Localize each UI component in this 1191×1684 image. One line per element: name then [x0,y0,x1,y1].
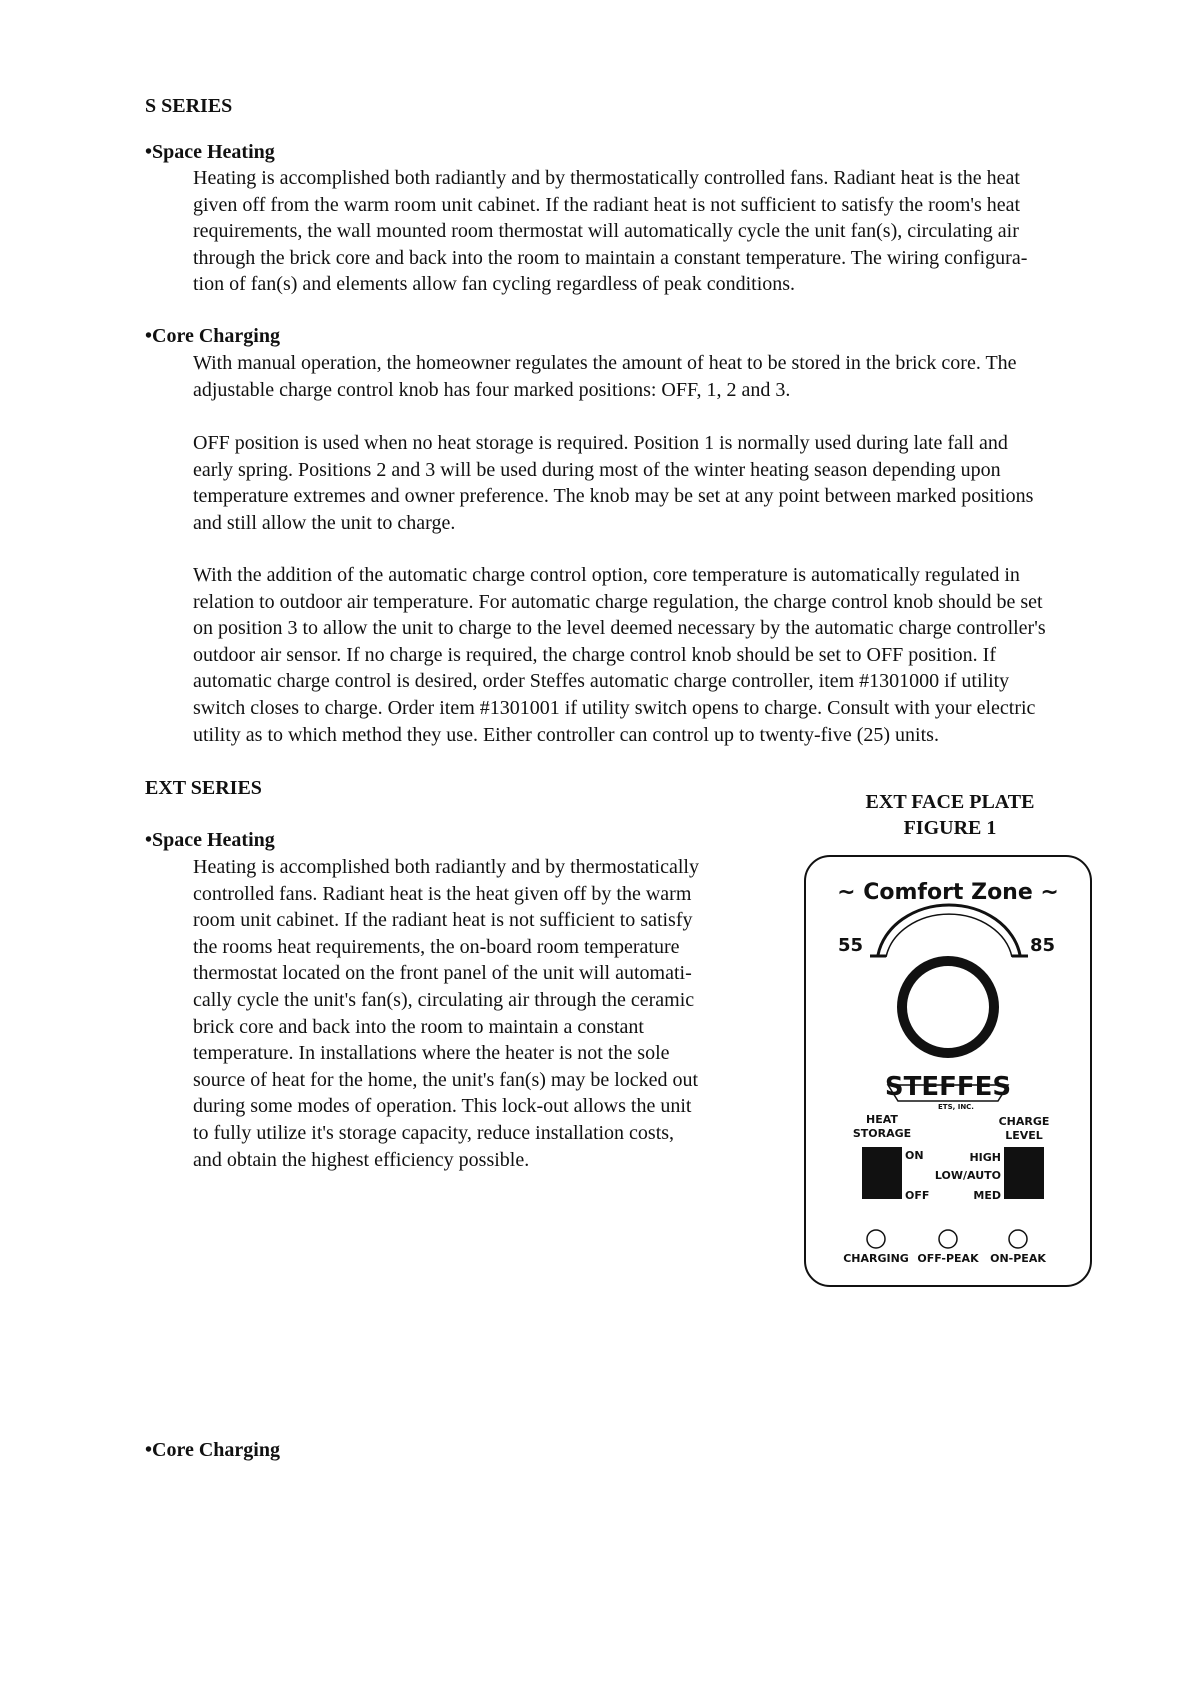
s-core-charging-heading: •Core Charging [145,325,280,347]
text-line: With manual operation, the homeowner regulates the amount of heat to be stored in the brick core. The [193,352,1017,374]
text-line: Heating is accomplished both radiantly and by thermostatically [193,856,699,878]
thermostat-knob-icon[interactable] [902,961,994,1053]
text-line: temperature. In installations where the heater is not the sole [193,1042,670,1065]
charge-level-label-1: CHARGE [998,1115,1050,1128]
text-line: OFF position is used when no heat storage is required. Position 1 is normally used during late fall and [193,432,1008,454]
ext-space-heating-heading: •Space Heating [145,829,275,851]
face-plate-drawing [806,857,1090,1285]
text-line: Heating is accomplished both radiantly and by thermostatically controlled fans. Radiant heat is the heat [193,167,1020,189]
ext-face-plate [804,855,1092,1287]
s-core-charging-para-2 [193,430,1133,536]
ext-space-heating-text [193,854,763,1173]
dial-arc [878,905,1020,955]
charging-indicator-icon [867,1230,885,1248]
text-line: through the brick core and back into the room to maintain a constant temperature. The wiring configura- [193,246,1028,269]
text-line: controlled fans. Radiant heat is the heat given off by the warm [193,882,692,905]
text-line: automatic charge control is desired, order Steffes automatic charge controller, item #1301000 if utility [193,670,1010,693]
s-space-heating-text [193,165,1133,298]
text-line: early spring. Positions 2 and 3 will be used during most of the winter heating season depending upon [193,458,1001,481]
text-line: tion of fan(s) and elements allow fan cycling regardless of peak conditions. [193,273,796,296]
heat-storage-label-1: HEAT [866,1113,898,1126]
text-line: requirements, the wall mounted room thermostat will automatically cycle the unit fan(s), circulating air [193,220,1019,243]
s-space-heating-heading: •Space Heating [145,141,275,163]
on-peak-indicator-label: ON-PEAK [990,1252,1046,1265]
figure-caption-number: FIGURE 1 [903,817,997,839]
s-core-charging-para-3 [193,562,1133,748]
brand-logo: STEFFES [884,1072,1012,1102]
text-line: relation to outdoor air temperature. For automatic charge regulation, the charge control knob should be set [193,590,1043,613]
dial-min-label: 55 [838,935,864,956]
text-line: and still allow the unit to charge. [193,511,456,534]
charge-med-label: MED [973,1189,1001,1202]
s-series-title: S SERIES [145,95,233,117]
text-line: and obtain the highest efficiency possible. [193,1148,530,1171]
comfort-zone-title: ~ Comfort Zone ~ [837,880,1059,905]
heat-storage-on-label: ON [905,1149,924,1162]
ext-series-title: EXT SERIES [145,777,262,799]
dial-arc-inner [886,914,1012,957]
text-line: temperature extremes and owner preference. The knob may be set at any point between marked positions [193,485,1034,508]
charge-low-auto-label: LOW/AUTO [934,1169,1001,1182]
text-line: brick core and back into the room to maintain a constant [193,1015,644,1038]
text-line: room unit cabinet. If the radiant heat is not sufficient to satisfy [193,909,693,932]
text-line: on position 3 to allow the unit to charge to the level deemed necessary by the automatic charge controller's [193,617,1046,640]
text-line: the rooms heat requirements, the on-board room temperature [193,935,680,958]
text-line: during some modes of operation. This lock-out allows the unit [193,1095,692,1118]
text-line: utility as to which method they use. Either controller can control up to twenty-five (25) units. [193,723,939,746]
on-peak-indicator-icon [1009,1230,1027,1248]
text-line: to fully utilize it's storage capacity, reduce installation costs, [193,1121,675,1144]
dial-max-label: 85 [1030,935,1056,956]
off-peak-indicator-label: OFF-PEAK [917,1252,979,1265]
brand-sub: ETS, INC. [938,1103,974,1111]
text-line: With the addition of the automatic charge control option, core temperature is automatically regulated in [193,564,1020,586]
text-line: thermostat located on the front panel of the unit will automati- [193,962,692,985]
text-line: outdoor air sensor. If no charge is required, the charge control knob should be set to OFF position. If [193,643,996,666]
ext-core-charging-heading: •Core Charging [145,1439,280,1461]
text-line: source of heat for the home, the unit's fan(s) may be locked out [193,1068,699,1091]
heat-storage-off-label: OFF [905,1189,930,1202]
figure-caption-title: EXT FACE PLATE [865,791,1035,813]
text-line: adjustable charge control knob has four marked positions: OFF, 1, 2 and 3. [193,378,791,401]
off-peak-indicator-icon [939,1230,957,1248]
heat-storage-label-2: STORAGE [852,1127,912,1140]
charge-high-label: HIGH [969,1151,1001,1164]
charging-indicator-label: CHARGING [843,1252,909,1265]
charge-level-switch[interactable] [1004,1147,1044,1199]
text-line: switch closes to charge. Order item #1301001 if utility switch opens to charge. Consult with your electric [193,696,1036,719]
charge-level-label-2: LEVEL [1005,1129,1043,1142]
s-core-charging-para-1 [193,350,1133,403]
text-line: cally cycle the unit's fan(s), circulating air through the ceramic [193,988,695,1011]
heat-storage-switch[interactable] [862,1147,902,1199]
text-line: given off from the warm room unit cabinet. If the radiant heat is not sufficient to satisfy the room's heat [193,193,1021,216]
